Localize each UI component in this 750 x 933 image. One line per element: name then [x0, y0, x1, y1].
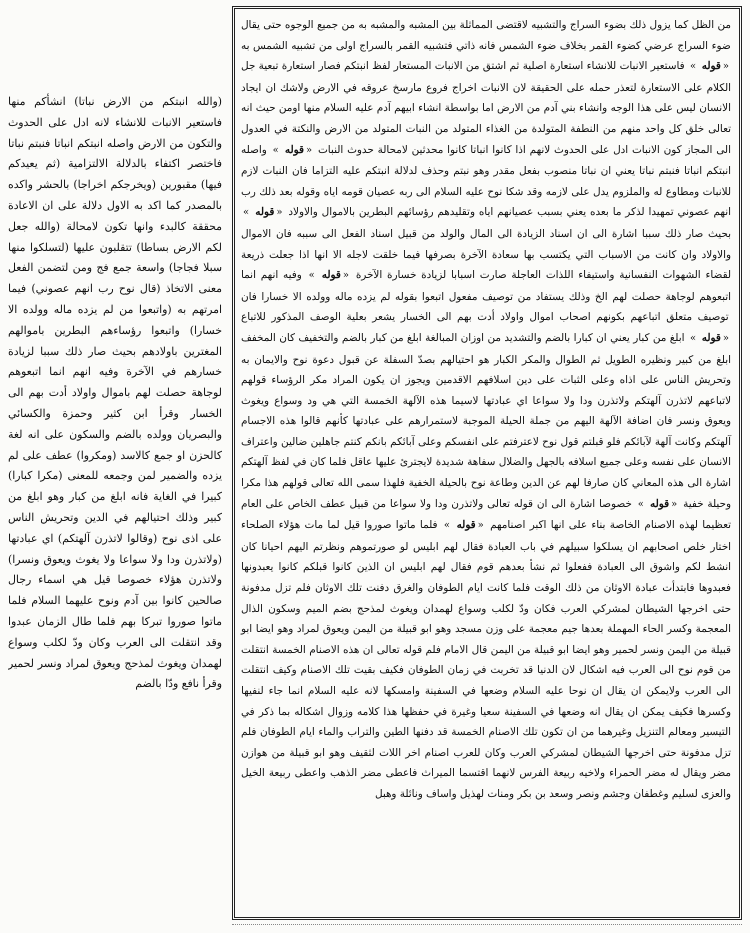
ornament-bracket-open: «	[342, 270, 350, 282]
quoted-phrase: فلما ماتوا صوروا	[360, 519, 438, 532]
ornament-bracket-open: «	[722, 332, 729, 344]
margin-gloss-text: (والله انبتكم من الارض نباتا) انشأكم منها فاستعير الانبات للانشاء لانه ادل على الحدوث والتكون من الارض واصله انبتكم انباتا فنبتم نباتا فاختصر اكتفاء بالدلالة الالتزامية (ثم يعيدكم فيها) مقبورين (ويخرجكم اخراجا) بالحشر واكده بالمصدر كما اكد به الاول دلالة على ان الاعادة محققة كالبدء وانها تكون لامحالة (والله جعل لكم الارض بساطا) تتقلبون عليها (لتسلكوا منها سبلا فجاجا) واسعة جمع فج ومن لتضمن الفعل معنى الاتخاذ (قال نوح رب انهم عصوني) فيما امرتهم به (واتبعوا من لم يزده ماله وولده الا خسارا) واتبعوا رؤساءهم البطرين باموالهم المغترين باولادهم بحيث صار ذلك سببا لزيادة خسارهم في الآخرة وفيه انهم انما اتبعوهم لوجاهة حصلت لهم باموال واولاد أدت بهم الى الخسار وقرأ ابن كثير وحمزة والكسائي والبصريان وولده بالضم والسكون على انه لغة كالحزن او جمع كالاسد (ومكروا) عطف على لم يزده والضمير لمن وجمعه للمعنى (مكرا كبارا) كبيرا في الغاية فانه ابلغ من كبار وهو ابلغ من كبير وذلك احتيالهم في الدين وتحريش الناس على اذى نوح (وقالوا لاتذرن آلهتكم) اي عبادتها (ولاتذرن ودا ولا سواعا ولا يغوث ويعوق ونسرا) ولاتذرن هؤلاء خصوصا قيل هي اسماء رجال صالحين كانوا بين آدم ونوح عليهما السلام فلما ماتوا صوروا تبركا بهم فلما طال الزمان عبدوا وقد انتقلت الى العرب وكان ودّ لكلب وسواع لهمدان ويغوث لمذحج ويعوق لمراد ونسر لحمير وقرأ نافع ودّا بالضم	[8, 95, 222, 691]
commentary-paragraph: اشارة الى ان اسناد الزيادة الى المال والولد من قبيل اسناد الفعل الى سببه فان الاموال والاولاد وان كانت من الاسباب التي يكتسب بها سعادة الآخرة بصرفها فيما خلقت لاجله الا انها اذا جعلت ذريعة لقضاء الشهوات النفسانية واستيفاء اللذات العاجلة صارت اسبابا لزيادة خسارة الآخرة	[241, 227, 731, 282]
ornament-bracket-close: »	[243, 207, 250, 219]
commentary-paragraph: يعني ان كبارا بالضم والتشديد من اوزان المبالغة ابلغ من كبار بالضم والتخفيف كان المخفف ابلغ من كبير ونظيره الطويل ثم الطوال والمكر الكبار هو احتيالهم بصدّ السفلة عن قبول دعوة نوح والايمان به وتحريش الناس على اذاه وعلى الثبات على دين اسلافهم الاقدمين ويجوز ان يكون المراد مكر الرؤساء قولهم لاتباعهم لاتذرن آلهتكم ولاتذرن ودا ولا سواعا اي عبادتها لاسيما هذه الآلهة الخمسة التي هي ود وسواع ويغوث ويعوق ونسر فان اضافة الآلهة اليهم من جملة الحيلة الموجبة لاستمرارهم على عبادتها كأنهم قالوا هذه الاجسام آلهتكم وكانت آلهة لآبائكم فلو قبلتم قول نوح لاعترفتم على انفسكم وعلى آبائكم بانكم كنتم جاهلين ضالين واعتراف الانسان على نفسه وعلى جميع اسلافه بالجهل والضلال سفاهة شديدة لايجترئ عليها عاقل فلما كان في لفظ آلهتكم اشارة الى هذه المعاني كان صارفا لهم عن الدين وطاعة نوح بالحيلة الخفية فلهذا سمى الله تعالى قولهم هذا مكرا وحيلة خفية	[241, 331, 731, 510]
qawluhu-marker	[688, 60, 731, 72]
marker-word: قوله	[698, 331, 721, 344]
ornament-bracket-close: »	[689, 332, 697, 344]
commentary-paragraph: اشارة الى ان قوله تعالى ولاتذرن ودا ولا سواعا من قبيل عطف الخاص على العام تعظيما لهذه الاصنام الخاصة بناء على انها اكبر اصنامهم	[241, 497, 731, 532]
ornament-bracket-open: «	[671, 498, 678, 510]
commentary-paragraph: استعارة اصلية ثم اشتق من الانبات المستعار لفظ انبتكم فصار استعارة تبعية جل الكلام على الاستعارة لتعذر حمله على الحقيقة لان الانبات اخراج فروع مارسخ عروقه في الارض ولاشك ان ايجاد الانسان ليس على هذا الوجه وانشاء بني آدم من الارض اما بواسطة انشاء ابيهم آدم عليه السلام منها اومن حيث انه تعالى خلق كل واحد منهم من النطفة المتولدة من الغذاء المتولد من النبات المتولد من الارض والنكتة في العدول الى المجاز كون الانبات ادل على الحدوث لانهم اذا كانوا انباتا كانوا محدثين لامحالة حدوث النبات	[241, 60, 731, 156]
marker-word: قوله	[251, 206, 275, 219]
commentary-paragraph: وذلك يستفاد من توصيف مفعول اتبعوا بقوله لم يزده ماله وولده الا خسارا فان توصيف متعلق اتباعهم بكونهم اصحاب اموال واولاد أدت بهم الى الخسار يشعر بعلية الوصف المذكور للاتباع	[241, 290, 729, 324]
commentary-frame	[232, 6, 742, 920]
ornament-bracket-close: »	[443, 520, 450, 532]
quoted-phrase: وفيه انهم انما اتبعوهم لوجاهة حصلت لهم الخ	[241, 269, 731, 303]
qawluhu-marker	[636, 498, 680, 510]
marker-word: قوله	[280, 143, 304, 156]
ornament-bracket-open: «	[722, 61, 729, 73]
ornament-bracket-close: »	[637, 498, 644, 510]
quoted-phrase: ابلغ من كبار	[629, 331, 685, 344]
qawluhu-marker	[307, 269, 351, 281]
marker-word: قوله	[316, 269, 341, 282]
scan-edge-line	[232, 924, 742, 929]
quoted-phrase: بحيث صار ذلك سببا	[637, 227, 731, 240]
commentary-paragraph: يعني ان نباتا منصوب بفعل مقدر وهو نبتم وحذف لدلالة انبتكم عليه التزاما فان النبات لازم للانبات ومطاوع له والملزوم يدل على لازمه وقد شكا نوح عليه السلام الى ربه عصيان قومه اياه وقوله بعد ذلك رب انهم عصوني تمهيدا لذكر ما بعده يعني بسبب عصيانهم اياه وتقليدهم رؤسائهم البطرين بالاموال والاولاد	[241, 165, 731, 219]
commentary-paragraph: قيل لما مات هؤلاء الصلحاء اختار خلص اصحابهم ان يسلكوا سبيلهم في باب العبادة فقال لهم ابليس لو صورتموهم ونظرتم اليهم احيانا كان انشط لكم واشوق الى العبادة ففعلوا ثم نشأ بعدهم قوم فقال لهم ابليس ان الذين كانوا قبلكم كانوا يعبدونها فعبدوها فابتدأت عبادة الاوثان من ذلك الوقت فلما كانت ايام الطوفان والغرق دفنت تلك الاوثان فلم تزل مدفونة حتى اخرجها الشيطان لمشركي العرب فكان ودّ لكلب وسواع لهمدان ويغوث لمذحج بضم الميم وسكون الذال المعجمة وكسر الحاء المهملة بعدها جيم معجمة على وزن مسجد وهو ابو قبيلة من اليمن ويعوق لمراد وهو ايضا ابو قبيلة من اليمن ونسر لحمير وهو ايضا ابو قبيلة من اليمن قال الامام فلم قوله تعالى ان هذه الاصنام الخمسة انتقلت من قوم نوح الى العرب فيه اشكال لان الدنيا قد تخربت في زمان الطوفان فكيف بقيت تلك الاصنام وكيف انتقلت الى العرب ولايمكن ان يقال ان نوحا عليه السلام وضعها في السفينة وامسكها لانه عليه السلام انما جاء لنفيها وكسرها فكيف يمكن ان يقال انه وضعها في السفينة سعيا وغيرة في حفظها هذا كلامه وزوال اشكاله بما ذكر في التيسير ومعالم التنزيل وغيرهما من ان تكون تلك الاصنام الخمسة قد دفنها الطين والتراب والماء ايام الطوفان فلم تزل مدفونة حتى اخرجها الشيطان لمشركي العرب وكان للعرب اصنام اخر اللات لثقيف وهو ابو قبيلة من هوازن مضر ويقال له مضر الحمراء ولاخيه ربيعة الفرس لانهما اقتسما الميراث فاعطى مضر الذهب واعطى ربيعة الخيل والعزى لسليم وغطفان وجشم ونصر وسعد بن بكر ومنات لهذيل واساف ونائلة وهبل	[241, 519, 731, 800]
quoted-phrase: فاستعير الانبات للانشاء	[583, 60, 685, 73]
qawluhu-marker	[688, 332, 731, 344]
marker-word: قوله	[645, 497, 670, 510]
ornament-bracket-open: «	[276, 207, 283, 219]
ornament-bracket-close: »	[689, 61, 697, 73]
qawluhu-marker	[241, 206, 285, 218]
ornament-bracket-open: «	[477, 520, 484, 532]
quoted-phrase: خصوصا	[595, 497, 632, 510]
margin-gloss-column	[8, 92, 222, 912]
qawluhu-marker	[442, 519, 486, 531]
marker-word: قوله	[451, 519, 476, 532]
quoted-phrase: واصله انبتكم انباتا فنبتم نباتا	[241, 143, 731, 178]
ornament-bracket-close: »	[272, 144, 279, 156]
commentary-text	[241, 15, 731, 805]
marker-word: قوله	[698, 60, 721, 73]
commentary-paragraph: من الظل كما يزول ذلك بضوء السراج والتشبيه لاقتضى المماثلة بين المشبه والمشبه به من جميع الوجوه حتى يقال ضوء السراج عرضي كضوء القمر بخلاف ضوء الشمس فانه ذاتي فتشبيه القمر بالسراج اولى من تشبيه الشمس به	[241, 19, 731, 52]
ornament-bracket-open: «	[306, 144, 313, 156]
ornament-bracket-close: »	[308, 270, 315, 282]
qawluhu-marker	[271, 144, 315, 156]
